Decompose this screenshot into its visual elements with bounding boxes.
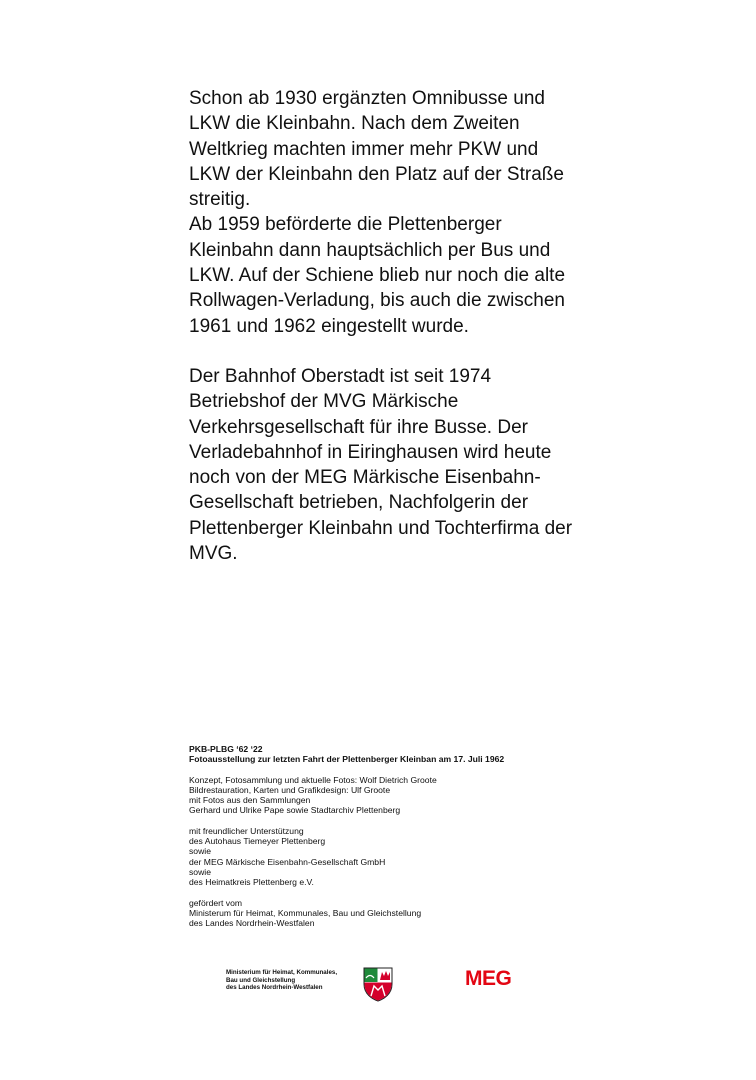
- main-text: [189, 86, 579, 566]
- colophon-title-2: Fotoausstellung zur letzten Fahrt der Plettenberger Kleinban am 17. Juli 1962: [189, 754, 505, 765]
- colophon-support: mit freundlicher Unterstützung des Autohaus Tiemeyer Plettenberg sowie der MEG Märkische Eisenbahn-Gesellschaft GmbH sowie des Heimatkreis Plettenberg e.V.: [189, 825, 386, 888]
- meg-logo: MEG: [465, 967, 512, 990]
- logo-bar: [226, 966, 526, 1006]
- paragraph-1: Schon ab 1930 ergänzten Omnibusse und LKW die Kleinbahn. Nach dem Zweiten Weltkrieg machten immer mehr PKW und LKW der Kleinbahn den Platz auf der Straße streitig. Ab 1959 beförderte die Plettenberger Kleinbahn dann hauptsächlich per Bus und LKW. Auf der Schiene blieb nur noch die alte Rollwagen-Verladung, bis auch die zwischen 1961 und 1962 eingestellt wurde.: [189, 88, 566, 337]
- nrw-coat-of-arms-icon: [362, 966, 394, 1002]
- colophon-credits: Konzept, Fotosammlung und aktuelle Fotos: Wolf Dietrich Groote Bildrestauration, Karten und Grafikdesign: Ulf Groote mit Fotos aus den Sammlungen Gerhard und Ulrike Pape sowie Stadtarchiv Plettenberg: [189, 774, 437, 816]
- ministry-logo-text: Ministerium für Heimat, Kommunales, Bau und Gleichstellung des Landes Nordrhein-Westfalen: [226, 969, 338, 992]
- colophon: [189, 744, 589, 928]
- colophon-funding: gefördert vom Ministerum für Heimat, Kommunales, Bau und Gleichstellung des Landes Nordrhein-Westfalen: [189, 897, 422, 929]
- paragraph-2: Der Bahnhof Oberstadt ist seit 1974 Betriebshof der MVG Märkische Verkehrsgesellschaft für ihre Busse. Der Verladebahnhof in Eiringhausen wird heute noch von der MEG Märkische Eisenbahn-Gesellschaft betrieben, Nachfolgerin der Plettenberger Kleinbahn und Tochterfirma der MVG.: [189, 365, 573, 565]
- colophon-title-1: PKB-PLBG ‘62 ‘22: [189, 744, 263, 754]
